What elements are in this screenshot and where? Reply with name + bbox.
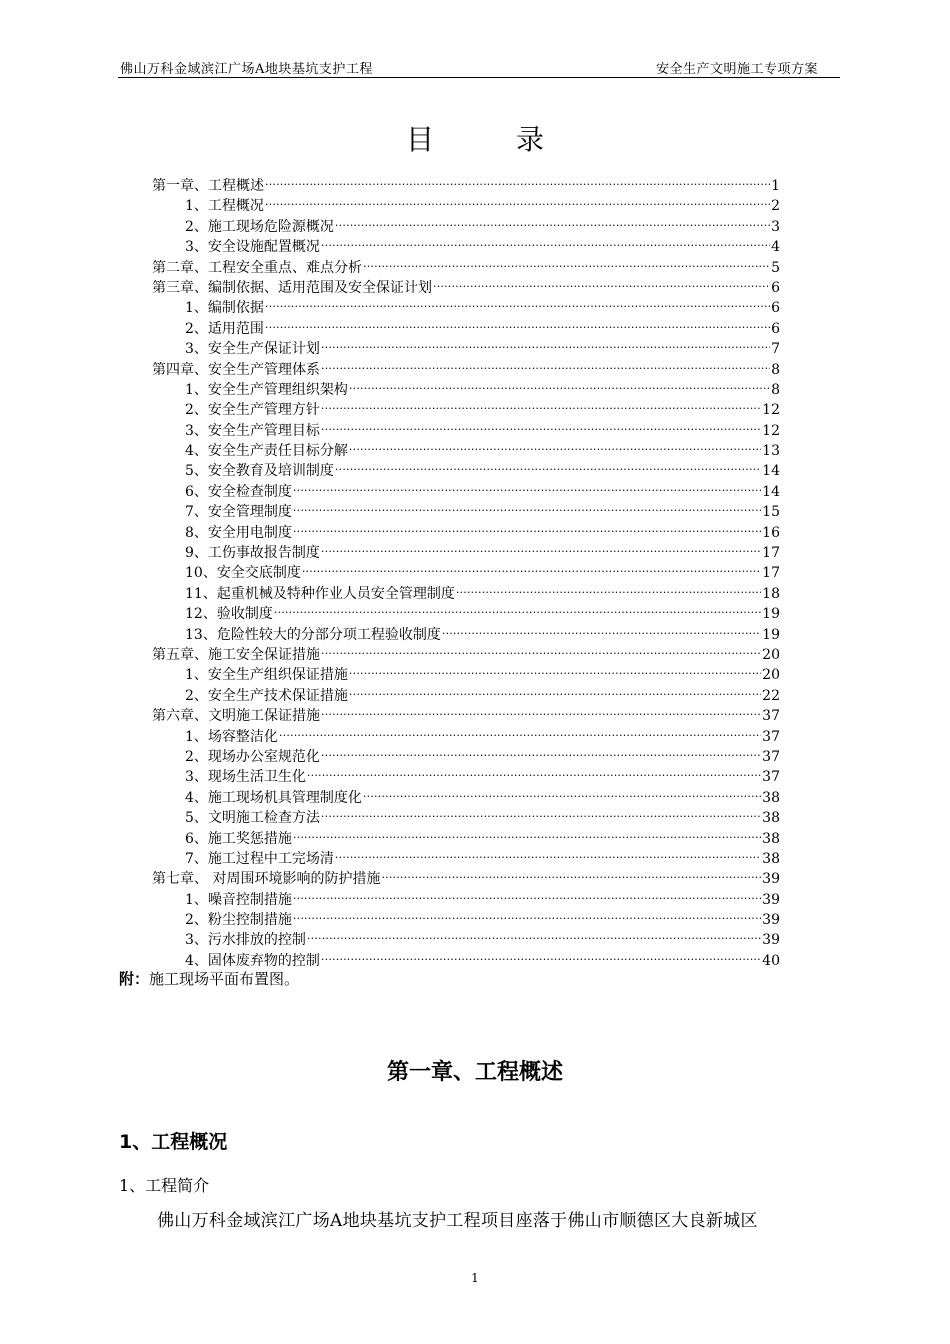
toc-section-entry[interactable] xyxy=(152,190,780,215)
toc-section-entry[interactable] xyxy=(152,374,780,398)
toc-page-number: 38 xyxy=(762,850,780,867)
toc-page-number: 4 xyxy=(771,239,780,256)
toc-entry-title: 2、现场办公室规范化 xyxy=(185,748,320,765)
toc-page-number: 40 xyxy=(762,952,780,969)
toc-section-entry[interactable] xyxy=(152,231,780,256)
toc-entry-title: 第四章、安全生产管理体系 xyxy=(152,361,320,378)
toc-dot-leader xyxy=(265,190,770,210)
toc-dot-leader xyxy=(321,415,761,435)
toc-section-entry[interactable] xyxy=(152,517,780,541)
toc-heading-part2: 录 xyxy=(516,123,545,156)
toc-dot-leader xyxy=(321,639,761,659)
appendix-line xyxy=(119,968,299,989)
toc-page-number: 39 xyxy=(762,932,780,949)
toc-entry-title: 13、危险性较大的分部分项工程验收制度 xyxy=(185,626,441,643)
toc-page-number: 18 xyxy=(762,585,780,602)
toc-entry-title: 4、施工现场机具管理制度化 xyxy=(185,789,362,806)
toc-dot-leader xyxy=(321,537,761,557)
toc-section-entry[interactable] xyxy=(152,823,780,847)
toc-page-number: 3 xyxy=(771,218,780,235)
toc-page-number: 6 xyxy=(771,279,780,296)
toc-page-number: 37 xyxy=(762,728,780,745)
toc-page-number: 14 xyxy=(762,463,780,480)
toc-page-number: 39 xyxy=(762,871,780,888)
toc-entry-title: 5、文明施工检查方法 xyxy=(185,810,320,827)
toc-section-entry[interactable] xyxy=(152,761,780,786)
toc-entry-title: 6、施工奖惩措施 xyxy=(185,830,292,847)
toc-page-number: 2 xyxy=(771,198,780,215)
toc-dot-leader xyxy=(265,170,770,190)
toc-section-entry[interactable] xyxy=(152,680,780,704)
appendix-text: 施工现场平面布置图。 xyxy=(149,970,300,988)
toc-dot-leader xyxy=(293,496,761,516)
toc-section-entry[interactable] xyxy=(152,741,780,765)
toc-page-number: 39 xyxy=(762,891,780,908)
toc-section-entry[interactable] xyxy=(152,496,780,521)
toc-section-entry[interactable] xyxy=(152,292,780,317)
section-title: 1、工程概况 xyxy=(119,1131,228,1153)
toc-page-number: 19 xyxy=(762,606,780,623)
toc-entry-title: 3、安全生产保证计划 xyxy=(185,341,320,358)
toc-entry-title: 1、安全生产组织保证措施 xyxy=(185,667,348,684)
toc-entry-title: 8、安全用电制度 xyxy=(185,524,292,541)
toc-dot-leader xyxy=(265,292,770,312)
toc-entry-title: 1、安全生产管理组织架构 xyxy=(185,381,348,398)
toc-dot-leader xyxy=(321,231,770,251)
toc-section-entry[interactable] xyxy=(152,619,780,643)
toc-section-entry[interactable] xyxy=(152,884,780,908)
toc-dot-leader xyxy=(321,741,761,761)
toc-dot-leader xyxy=(349,680,761,700)
toc-dot-leader xyxy=(335,455,761,475)
toc-entry-title: 2、施工现场危险源概况 xyxy=(185,218,334,235)
toc-entry-title: 3、污水排放的控制 xyxy=(185,932,306,949)
subsection-title: 1、工程简介 xyxy=(119,1176,210,1195)
toc-entry-title: 2、粉尘控制措施 xyxy=(185,912,292,929)
toc-entry-title: 3、安全生产管理目标 xyxy=(185,422,320,439)
toc-page-number: 1 xyxy=(771,178,780,194)
toc-entry-title: 9、工伤事故报告制度 xyxy=(185,545,320,562)
toc-entry-title: 4、固体废弃物的控制 xyxy=(185,952,320,969)
toc-section-entry[interactable] xyxy=(152,394,780,419)
toc-section-entry[interactable] xyxy=(152,802,780,827)
toc-section-entry[interactable] xyxy=(152,415,780,439)
toc-chapter-entry[interactable] xyxy=(152,354,780,378)
toc-page-number: 12 xyxy=(762,402,780,419)
toc-page-number: 39 xyxy=(762,912,780,929)
toc-entry-title: 10、安全交底制度 xyxy=(185,565,301,582)
toc-entry-title: 5、安全教育及培训制度 xyxy=(185,463,334,480)
toc-chapter-entry[interactable] xyxy=(152,863,780,888)
toc-entry-title: 1、编制依据 xyxy=(185,300,264,317)
toc-page-number: 8 xyxy=(771,381,780,398)
body-paragraph: 佛山万科金域滨江广场A地块基坑支护工程项目座落于佛山市顺德区大良新城区 xyxy=(157,1211,758,1231)
toc-entry-title: 7、安全管理制度 xyxy=(185,504,292,521)
toc-entry-title: 7、施工过程中工完场清 xyxy=(185,850,334,867)
toc-heading xyxy=(0,118,950,158)
toc-entry-title: 第五章、施工安全保证措施 xyxy=(152,646,320,663)
page-number: 1 xyxy=(471,1271,479,1285)
toc-page-number: 38 xyxy=(762,810,780,827)
toc-section-entry[interactable] xyxy=(152,435,780,460)
toc-entry-title: 第二章、工程安全重点、难点分析 xyxy=(152,259,362,276)
toc-section-entry[interactable] xyxy=(152,313,780,337)
toc-dot-leader xyxy=(321,700,761,720)
toc-page-number: 16 xyxy=(762,524,780,541)
toc-page-number: 6 xyxy=(771,300,780,317)
toc-section-entry[interactable] xyxy=(152,721,780,745)
toc-entry-title: 第六章、文明施工保证措施 xyxy=(152,708,320,725)
toc-page-number: 38 xyxy=(762,789,780,806)
toc-section-entry[interactable] xyxy=(152,598,780,623)
toc-section-entry[interactable] xyxy=(152,455,780,480)
toc-page-number: 38 xyxy=(762,830,780,847)
toc-dot-leader xyxy=(293,904,761,924)
toc-page-number: 12 xyxy=(762,422,780,439)
toc-chapter-entry[interactable] xyxy=(152,252,780,276)
toc-dot-leader xyxy=(293,476,761,496)
toc-section-entry[interactable] xyxy=(152,333,780,358)
toc-page-number: 8 xyxy=(771,361,780,378)
toc-chapter-entry[interactable] xyxy=(152,639,780,663)
toc-dot-leader xyxy=(321,354,770,374)
toc-dot-leader xyxy=(302,557,761,577)
toc-heading-part1: 目 xyxy=(405,123,434,156)
toc-section-entry[interactable] xyxy=(152,578,780,602)
toc-dot-leader xyxy=(321,333,770,353)
toc-dot-leader xyxy=(349,435,761,455)
toc-page-number: 22 xyxy=(762,687,780,704)
toc-dot-leader xyxy=(335,211,770,231)
toc-dot-leader xyxy=(265,313,770,333)
toc-entry-title: 2、安全生产管理方针 xyxy=(185,402,320,419)
toc-entry-title: 3、安全设施配置概况 xyxy=(185,239,320,256)
toc-page-number: 5 xyxy=(771,259,780,276)
toc-page-number: 17 xyxy=(762,545,780,562)
toc-page-number: 14 xyxy=(762,483,780,500)
toc-page-number: 19 xyxy=(762,626,780,643)
toc-dot-leader xyxy=(363,782,761,802)
toc-section-entry[interactable] xyxy=(152,924,780,949)
toc-section-entry[interactable] xyxy=(152,211,780,235)
toc-dot-leader xyxy=(307,761,761,781)
toc-entry-title: 4、安全生产责任目标分解 xyxy=(185,443,348,460)
toc-dot-leader xyxy=(321,802,761,822)
toc-dot-leader xyxy=(293,884,761,904)
toc-section-entry[interactable] xyxy=(152,476,780,500)
toc-dot-leader xyxy=(321,945,761,965)
toc-dot-leader xyxy=(349,659,761,679)
toc-dot-leader xyxy=(279,721,761,741)
toc-page-number: 37 xyxy=(762,708,780,725)
toc-page-number: 20 xyxy=(762,646,780,663)
toc-page-number: 20 xyxy=(762,667,780,684)
toc-dot-leader xyxy=(293,823,761,843)
toc-dot-leader xyxy=(442,619,761,639)
toc-section-entry[interactable] xyxy=(152,782,780,806)
toc-page-number: 6 xyxy=(771,320,780,337)
toc-section-entry[interactable] xyxy=(152,537,780,562)
toc-dot-leader xyxy=(381,863,761,883)
toc-section-entry[interactable] xyxy=(152,659,780,684)
toc-page-number: 15 xyxy=(762,504,780,521)
toc-dot-leader xyxy=(456,578,761,598)
page-header xyxy=(118,57,840,78)
toc-section-entry[interactable] xyxy=(152,557,780,582)
toc-dot-leader xyxy=(363,252,770,272)
toc-dot-leader xyxy=(274,598,761,618)
toc-section-entry[interactable] xyxy=(152,945,780,969)
toc-dot-leader xyxy=(433,272,770,292)
toc-chapter-entry[interactable] xyxy=(152,170,780,194)
toc-entry-title: 1、噪音控制措施 xyxy=(185,891,292,908)
toc-entry-title: 1、场容整洁化 xyxy=(185,728,278,745)
toc-section-entry[interactable] xyxy=(152,843,780,867)
toc-entry-title: 3、现场生活卫生化 xyxy=(185,769,306,786)
toc-entry-title: 1、工程概况 xyxy=(185,198,264,215)
appendix-label: 附： xyxy=(119,970,150,988)
toc-entry-title: 12、验收制度 xyxy=(185,606,273,623)
toc-entry-title: 2、适用范围 xyxy=(185,320,264,337)
toc-entry-title: 第七章、 对周围环境影响的防护措施 xyxy=(152,871,381,888)
toc-dot-leader xyxy=(307,924,761,944)
toc-dot-leader xyxy=(349,374,770,394)
header-document-title: 安全生产文明施工专项方案 xyxy=(655,62,818,77)
toc-entry-title: 11、起重机械及特种作业人员安全管理制度 xyxy=(185,585,455,602)
toc-entry-title: 6、安全检查制度 xyxy=(185,483,292,500)
toc-page-number: 37 xyxy=(762,769,780,786)
toc-entry-title: 第三章、编制依据、适用范围及安全保证计划 xyxy=(152,279,432,296)
toc-dot-leader xyxy=(335,843,761,863)
toc-page-number: 13 xyxy=(762,443,780,460)
toc-dot-leader xyxy=(293,517,761,537)
toc-page-number: 37 xyxy=(762,748,780,765)
toc-chapter-entry[interactable] xyxy=(152,272,780,296)
header-project-name: 佛山万科金域滨江广场A地块基坑支护工程 xyxy=(120,62,373,77)
toc-page-number: 7 xyxy=(771,341,780,358)
toc-chapter-entry[interactable] xyxy=(152,700,780,725)
toc-dot-leader xyxy=(321,394,761,414)
toc-page-number: 17 xyxy=(762,565,780,582)
table-of-contents xyxy=(152,170,780,969)
toc-section-entry[interactable] xyxy=(152,904,780,929)
toc-entry-title: 2、安全生产技术保证措施 xyxy=(185,687,348,704)
toc-entry-title: 第一章、工程概述 xyxy=(152,178,264,194)
chapter-title: 第一章、工程概述 xyxy=(386,1060,563,1085)
